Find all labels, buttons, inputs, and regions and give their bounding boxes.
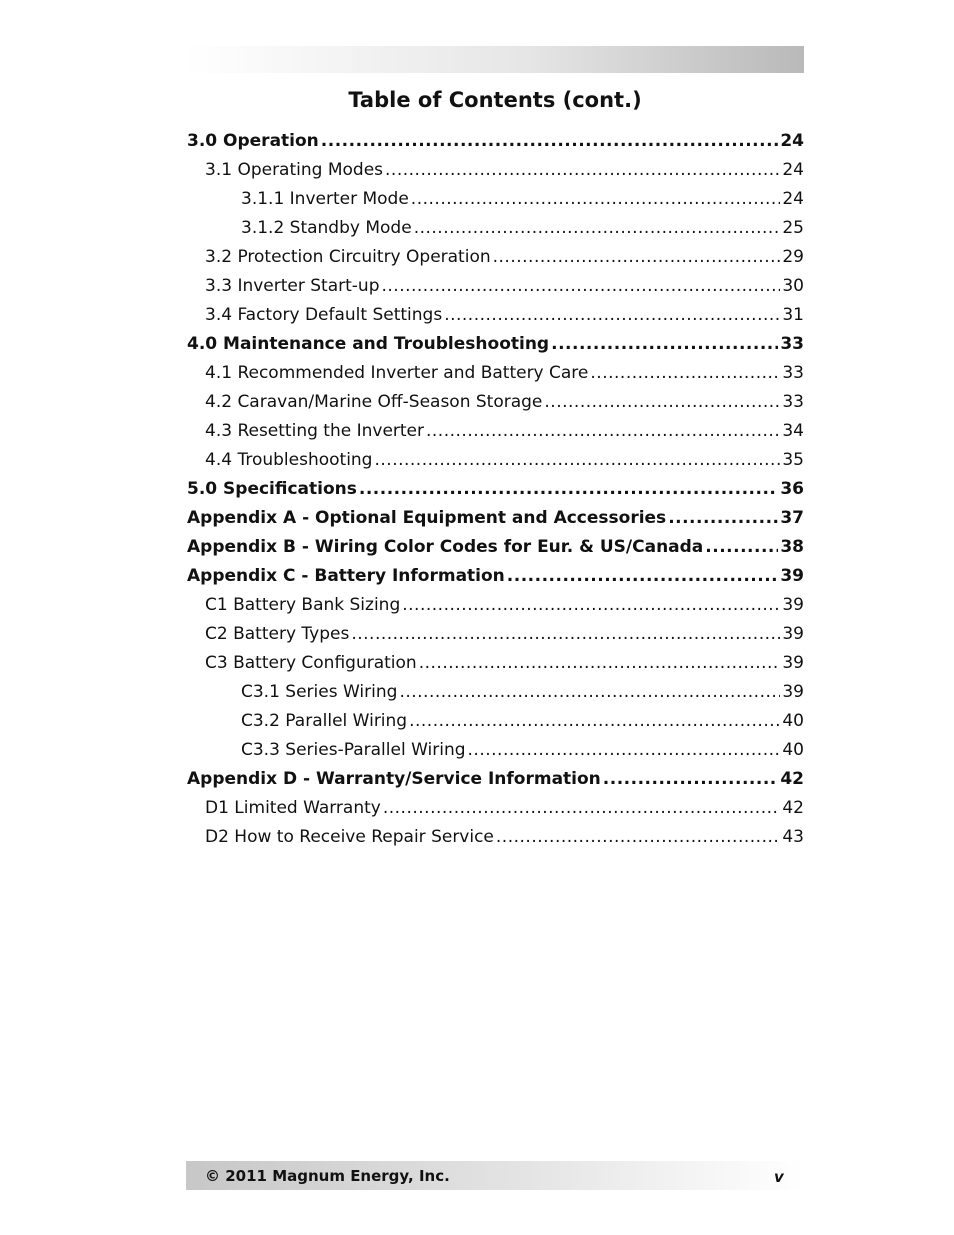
toc-entry-page: 39 xyxy=(782,594,804,615)
toc-entry[interactable] xyxy=(186,677,804,706)
header-bar xyxy=(186,46,804,73)
toc-entry-page: 24 xyxy=(782,159,804,180)
toc-dot-leader xyxy=(551,334,778,354)
toc-dot-leader xyxy=(507,566,779,586)
toc-entry-page: 35 xyxy=(782,449,804,470)
toc-entry-label: C3.3 Series-Parallel Wiring xyxy=(241,739,466,760)
toc-entry-page: 39 xyxy=(782,652,804,673)
toc-entry[interactable] xyxy=(186,184,804,213)
toc-entry-page: 33 xyxy=(782,362,804,383)
toc-entry-label: 3.2 Protection Circuitry Operation xyxy=(205,246,491,267)
footer-page-number: v xyxy=(774,1168,784,1186)
toc-entry[interactable] xyxy=(186,590,804,619)
toc-entry-label: 5.0 Specifications xyxy=(187,478,357,499)
toc-entry-label: 4.1 Recommended Inverter and Battery Care xyxy=(205,362,589,383)
toc-entry[interactable] xyxy=(186,445,804,474)
toc-entry-page: 31 xyxy=(782,304,804,325)
toc-dot-leader xyxy=(590,363,780,383)
toc-entry-page: 38 xyxy=(780,536,804,557)
toc-entry-page: 43 xyxy=(782,826,804,847)
toc-entry[interactable] xyxy=(186,532,804,561)
toc-entry[interactable] xyxy=(186,416,804,445)
toc-entry[interactable] xyxy=(186,822,804,851)
toc-entry[interactable] xyxy=(186,764,804,793)
page-title: Table of Contents (cont.) xyxy=(348,88,642,112)
toc-entry-page: 24 xyxy=(782,188,804,209)
toc-dot-leader xyxy=(414,218,781,238)
toc-entry[interactable] xyxy=(186,793,804,822)
toc-entry-page: 39 xyxy=(782,681,804,702)
toc-entry-page: 42 xyxy=(782,797,804,818)
toc-entry[interactable] xyxy=(186,242,804,271)
toc-dot-leader xyxy=(385,160,780,180)
toc-dot-leader xyxy=(399,682,780,702)
toc-entry-page: 37 xyxy=(780,507,804,528)
toc-entry-label: 4.0 Maintenance and Troubleshooting xyxy=(187,333,550,354)
toc-dot-leader xyxy=(468,740,781,760)
toc-entry-page: 25 xyxy=(782,217,804,238)
toc-entry-label: C3.1 Series Wiring xyxy=(241,681,398,702)
toc-entry-label: Appendix B - Wiring Color Codes for Eur. & US/Canada xyxy=(187,536,704,557)
toc-entry-label: D1 Limited Warranty xyxy=(205,797,381,818)
table-of-contents xyxy=(186,126,804,851)
toc-entry-page: 29 xyxy=(782,246,804,267)
toc-dot-leader xyxy=(351,624,780,644)
toc-dot-leader xyxy=(411,189,781,209)
toc-entry-label: D2 How to Receive Repair Service xyxy=(205,826,494,847)
toc-entry-label: C3 Battery Configuration xyxy=(205,652,417,673)
toc-dot-leader xyxy=(383,798,781,818)
toc-entry-page: 33 xyxy=(780,333,804,354)
toc-dot-leader xyxy=(668,508,778,528)
toc-entry-label: 4.3 Resetting the Inverter xyxy=(205,420,424,441)
toc-entry[interactable] xyxy=(186,358,804,387)
toc-entry-page: 40 xyxy=(782,739,804,760)
toc-entry[interactable] xyxy=(186,387,804,416)
toc-entry-label: 4.2 Caravan/Marine Off-Season Storage xyxy=(205,391,543,412)
toc-entry[interactable] xyxy=(186,271,804,300)
toc-entry-label: 3.1.1 Inverter Mode xyxy=(241,188,409,209)
toc-dot-leader xyxy=(374,450,780,470)
toc-dot-leader xyxy=(321,131,779,151)
toc-entry[interactable] xyxy=(186,213,804,242)
toc-dot-leader xyxy=(705,537,778,557)
toc-entry-page: 34 xyxy=(782,420,804,441)
toc-dot-leader xyxy=(402,595,780,615)
toc-dot-leader xyxy=(381,276,780,296)
toc-entry-label: 3.3 Inverter Start-up xyxy=(205,275,380,296)
toc-entry[interactable] xyxy=(186,126,804,155)
toc-entry-page: 39 xyxy=(782,623,804,644)
toc-dot-leader xyxy=(419,653,781,673)
toc-entry-page: 33 xyxy=(782,391,804,412)
toc-entry-page: 36 xyxy=(780,478,804,499)
toc-entry-page: 42 xyxy=(780,768,804,789)
toc-dot-leader xyxy=(603,769,779,789)
toc-entry[interactable] xyxy=(186,155,804,184)
toc-entry-label: Appendix A - Optional Equipment and Accessories xyxy=(187,507,667,528)
toc-entry[interactable] xyxy=(186,329,804,358)
toc-entry-label: Appendix D - Warranty/Service Information xyxy=(187,768,601,789)
toc-entry-label: C2 Battery Types xyxy=(205,623,350,644)
toc-entry-label: C1 Battery Bank Sizing xyxy=(205,594,401,615)
toc-entry-label: C3.2 Parallel Wiring xyxy=(241,710,408,731)
footer-copyright: © 2011 Magnum Energy, Inc. xyxy=(205,1167,450,1185)
toc-entry[interactable] xyxy=(186,474,804,503)
toc-dot-leader xyxy=(544,392,780,412)
toc-entry[interactable] xyxy=(186,561,804,590)
toc-dot-leader xyxy=(493,247,781,267)
toc-dot-leader xyxy=(359,479,778,499)
toc-entry-label: 3.4 Factory Default Settings xyxy=(205,304,443,325)
toc-entry-label: 4.4 Troubleshooting xyxy=(205,449,373,470)
toc-entry-label: 3.1.2 Standby Mode xyxy=(241,217,412,238)
toc-entry-page: 40 xyxy=(782,710,804,731)
toc-entry-label: Appendix C - Battery Information xyxy=(187,565,505,586)
toc-dot-leader xyxy=(426,421,780,441)
toc-entry-page: 30 xyxy=(782,275,804,296)
toc-entry[interactable] xyxy=(186,706,804,735)
toc-dot-leader xyxy=(496,827,780,847)
toc-entry[interactable] xyxy=(186,503,804,532)
toc-entry-page: 24 xyxy=(780,130,804,151)
toc-entry-label: 3.1 Operating Modes xyxy=(205,159,384,180)
toc-dot-leader xyxy=(444,305,780,325)
toc-entry-label: 3.0 Operation xyxy=(187,130,319,151)
toc-entry[interactable] xyxy=(186,648,804,677)
toc-entry[interactable] xyxy=(186,619,804,648)
toc-entry[interactable] xyxy=(186,735,804,764)
toc-entry[interactable] xyxy=(186,300,804,329)
toc-entry-page: 39 xyxy=(780,565,804,586)
toc-dot-leader xyxy=(409,711,780,731)
